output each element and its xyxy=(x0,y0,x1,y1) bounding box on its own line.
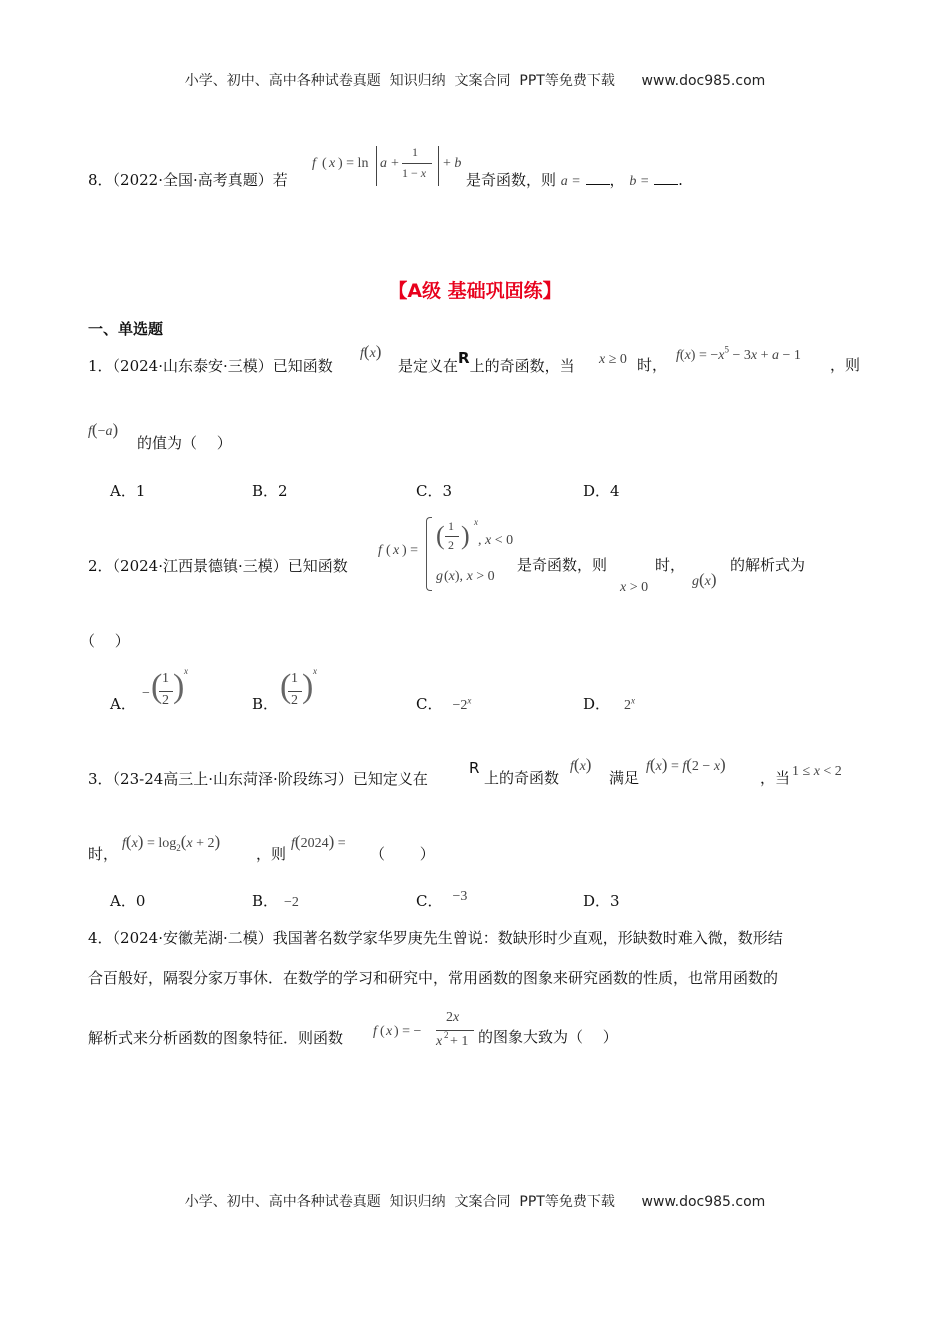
q2-option-b[interactable]: B． xyxy=(252,695,279,713)
q2-option-c[interactable]: C． $-2^x$ xyxy=(416,695,472,713)
q1-option-a[interactable]: A．1 xyxy=(110,482,146,500)
header-site-link[interactable]: www.doc985.com xyxy=(641,73,766,89)
q2-option-a-formula: − ( 1 2 ) x xyxy=(142,666,188,708)
q3-option-d[interactable]: D．3 xyxy=(583,892,620,910)
q3-fx: f(x) xyxy=(570,755,592,774)
q3-option-a[interactable]: A．0 xyxy=(110,892,146,910)
q3-option-b[interactable]: B． −2 xyxy=(252,892,299,910)
q8-a-label: a = xyxy=(560,174,581,189)
q8-a-blank[interactable] xyxy=(586,170,610,185)
q2-option-d[interactable]: D． 2$^x$ xyxy=(583,695,636,713)
q4-formula: f ( x ) = − 2x x 2 + 1 xyxy=(373,1008,478,1058)
section-subtitle: 一、单选题 xyxy=(88,320,164,338)
q8-b-label: b = xyxy=(629,174,650,189)
q2-condition: x > 0 xyxy=(620,580,649,595)
question-3: 3．（23-24高三上·山东菏泽·阶段练习）已知定义在 xyxy=(88,770,428,788)
q1-option-b[interactable]: B．2 xyxy=(252,482,288,500)
q3-R: R xyxy=(469,759,480,777)
q3-symmetry-formula: f(x) = f(2 − x) xyxy=(646,755,726,774)
q3-option-c[interactable]: C． −3 xyxy=(416,889,468,910)
q3-condition: 1 ≤ x < 2 xyxy=(792,764,842,779)
section-title: 【A级 基础巩固练】 xyxy=(388,280,562,302)
footer-site-link[interactable]: www.doc985.com xyxy=(641,1194,766,1210)
q1-condition: x ≥ 0 xyxy=(599,352,627,367)
page-header xyxy=(0,70,950,90)
q8-number: 8． xyxy=(88,171,113,189)
q1-fx: f(x) xyxy=(360,342,382,361)
q2-answer-paren: （ ） xyxy=(80,632,130,650)
page-footer xyxy=(0,1191,950,1211)
q1-option-c[interactable]: C．3 xyxy=(416,482,453,500)
question-4-line-1: 4．（2024·安徽芜湖·二模）我国著名数学家华罗庚先生曾说：数缺形时少直观，形缺数时难入微，数形结 xyxy=(88,929,783,947)
q8-source: （2022·全国·高考真题）若 xyxy=(112,171,288,189)
question-4-line-3: 解析式来分析函数的图象特征．则函数 xyxy=(88,1029,344,1047)
footer-text: 小学、初中、高中各种试卷真题 知识归纳 文案合同 PPT等免费下载 xyxy=(184,1194,615,1210)
question-1: 1．（2024·山东泰安·三模）已知函数 xyxy=(88,357,333,375)
q8-tail: 是奇函数，则 a = ， b = . xyxy=(466,171,683,189)
q1-option-d[interactable]: D．4 xyxy=(583,482,620,500)
q1-formula: $f(x) = -x^5 - 3x + a - 1$ xyxy=(676,344,801,363)
q1-f-neg-a: f(−a) xyxy=(88,420,119,439)
q8-b-blank[interactable] xyxy=(654,170,678,185)
q2-gx: g(x) xyxy=(692,570,717,589)
q8-formula: f ( x ) = ln a + 1 1 − x + b xyxy=(312,146,462,190)
q3-f2024: f(2024) = xyxy=(291,832,346,851)
q3-log-formula: $f(x) = \log_2(x + 2)$ xyxy=(122,832,221,854)
question-2: 2．（2024·江西景德镇·三模）已知函数 xyxy=(88,557,348,575)
header-text: 小学、初中、高中各种试卷真题 知识归纳 文案合同 PPT等免费下载 xyxy=(184,73,615,89)
q2-option-b-formula: ( 1 2 ) x xyxy=(280,666,317,708)
q2-option-a[interactable]: A． xyxy=(110,695,136,713)
question-4-line-2: 合百般好，隔裂分家万事休．在数学的学习和研究中，常用函数的图象来研究函数的性质，也常用函数的 xyxy=(88,969,779,987)
q1-R: R xyxy=(458,349,470,367)
q2-piecewise-formula: f ( x ) = ( 1 2 ) x , x < 0 g (x), x > 0 xyxy=(378,515,528,595)
